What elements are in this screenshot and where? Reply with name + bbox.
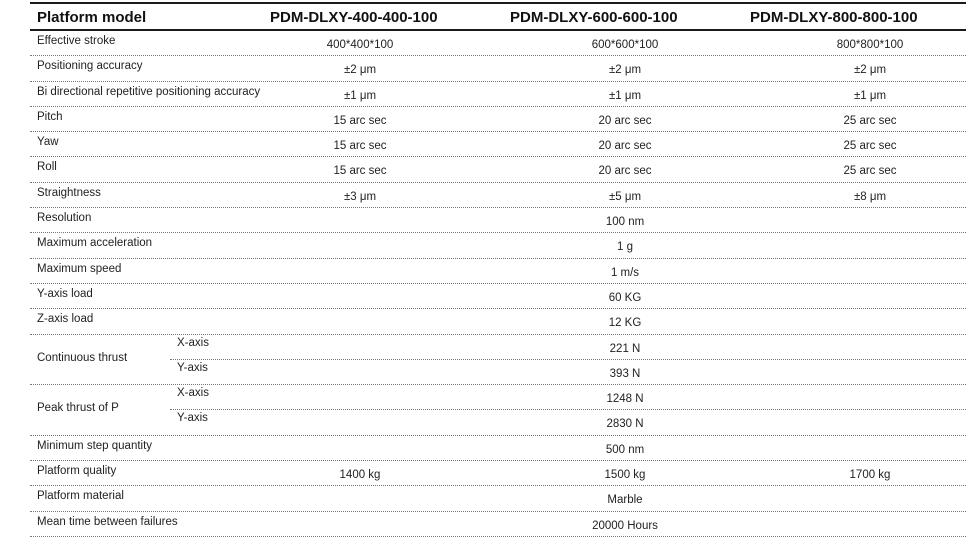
merged-value: 1 m/s <box>610 266 640 279</box>
row-label: Platform quality <box>37 465 117 478</box>
cell-value: 400*400*100 <box>326 39 394 51</box>
row-label: Maximum speed <box>37 262 122 275</box>
merged-value: 100 nm <box>605 216 645 229</box>
row-label: Y-axis load <box>37 287 93 300</box>
row-label: Platform material <box>37 490 124 503</box>
table-row <box>30 107 966 132</box>
cell-value: 25 arc sec <box>843 114 897 127</box>
header-model-800: PDM-DLXY-800-800-100 <box>750 9 918 26</box>
row-label: Minimum step quantity <box>37 439 153 452</box>
sub-value: 2830 N <box>606 418 644 431</box>
cell-value: 15 arc sec <box>333 165 387 178</box>
cell-value: 1700 kg <box>849 469 891 482</box>
cell-value: ±2 μm <box>343 64 377 77</box>
cell-value: ±8 μm <box>853 190 887 203</box>
cell-value: ±2 μm <box>853 64 887 77</box>
merged-value: Marble <box>607 494 643 507</box>
row-label: Z-axis load <box>37 313 94 326</box>
row-label: Effective stroke <box>37 35 116 47</box>
table-header <box>30 2 966 31</box>
sub-value: 1248 N <box>606 393 644 406</box>
table-row <box>30 233 966 258</box>
table-row <box>30 259 966 284</box>
header-platform-model: Platform model <box>37 9 147 26</box>
table-row <box>30 82 966 107</box>
merged-value: 20000 Hours <box>592 519 658 532</box>
row-label: Bi directional repetitive positioning accuracy <box>37 85 261 98</box>
cell-value: 20 arc sec <box>598 140 652 153</box>
table-row <box>30 56 966 81</box>
cell-value: ±1 μm <box>853 89 887 102</box>
sub-axis-label: X-axis <box>177 336 209 349</box>
row-label: Positioning accuracy <box>37 60 143 73</box>
cell-value: 1500 kg <box>604 469 646 482</box>
cell-value: 25 arc sec <box>843 140 897 153</box>
table-row <box>30 335 966 386</box>
merged-value: 500 nm <box>605 443 645 456</box>
cell-value: 800*800*100 <box>836 39 904 51</box>
cell-value: 600*600*100 <box>591 39 659 51</box>
table-body <box>30 31 966 537</box>
table-row <box>30 309 966 334</box>
header-model-400: PDM-DLXY-400-400-100 <box>270 9 438 26</box>
cell-value: ±1 μm <box>608 89 642 102</box>
sub-axis-label: Y-axis <box>177 412 208 425</box>
row-label: Straightness <box>37 186 101 199</box>
sub-axis-label: Y-axis <box>177 361 208 374</box>
header-model-600: PDM-DLXY-600-600-100 <box>510 9 678 26</box>
row-label: Maximum acceleration <box>37 237 153 250</box>
table-row <box>30 284 966 309</box>
sub-row-divider <box>170 359 966 360</box>
table-row <box>30 436 966 461</box>
table-row <box>30 132 966 157</box>
sub-row-divider <box>170 409 966 410</box>
row-label: Pitch <box>37 110 63 123</box>
table-row <box>30 486 966 511</box>
cell-value: ±1 μm <box>343 89 377 102</box>
row-label: Peak thrust of P <box>37 402 119 415</box>
cell-value: 20 arc sec <box>598 165 652 178</box>
table-row <box>30 31 966 56</box>
merged-value: 60 KG <box>608 291 642 304</box>
row-label: Yaw <box>37 136 59 149</box>
cell-value: ±2 μm <box>608 64 642 77</box>
cell-value: 15 arc sec <box>333 114 387 127</box>
cell-value: 1400 kg <box>339 469 381 482</box>
row-label: Resolution <box>37 212 92 225</box>
row-label: Roll <box>37 161 57 174</box>
row-label: Continuous thrust <box>37 351 128 364</box>
sub-axis-label: X-axis <box>177 387 209 400</box>
table-row <box>30 183 966 208</box>
sub-value: 393 N <box>609 367 641 380</box>
cell-value: 15 arc sec <box>333 140 387 153</box>
cell-value: ±3 μm <box>343 190 377 203</box>
spec-table <box>30 2 966 537</box>
sub-value: 221 N <box>609 342 641 355</box>
cell-value: 20 arc sec <box>598 114 652 127</box>
table-row <box>30 208 966 233</box>
cell-value: ±5 μm <box>608 190 642 203</box>
cell-value: 25 arc sec <box>843 165 897 178</box>
row-label: Mean time between failures <box>37 515 178 528</box>
table-row <box>30 461 966 486</box>
table-row <box>30 157 966 182</box>
merged-value: 12 KG <box>608 317 642 330</box>
table-row <box>30 385 966 436</box>
merged-value: 1 g <box>617 241 633 254</box>
table-row <box>30 512 966 537</box>
